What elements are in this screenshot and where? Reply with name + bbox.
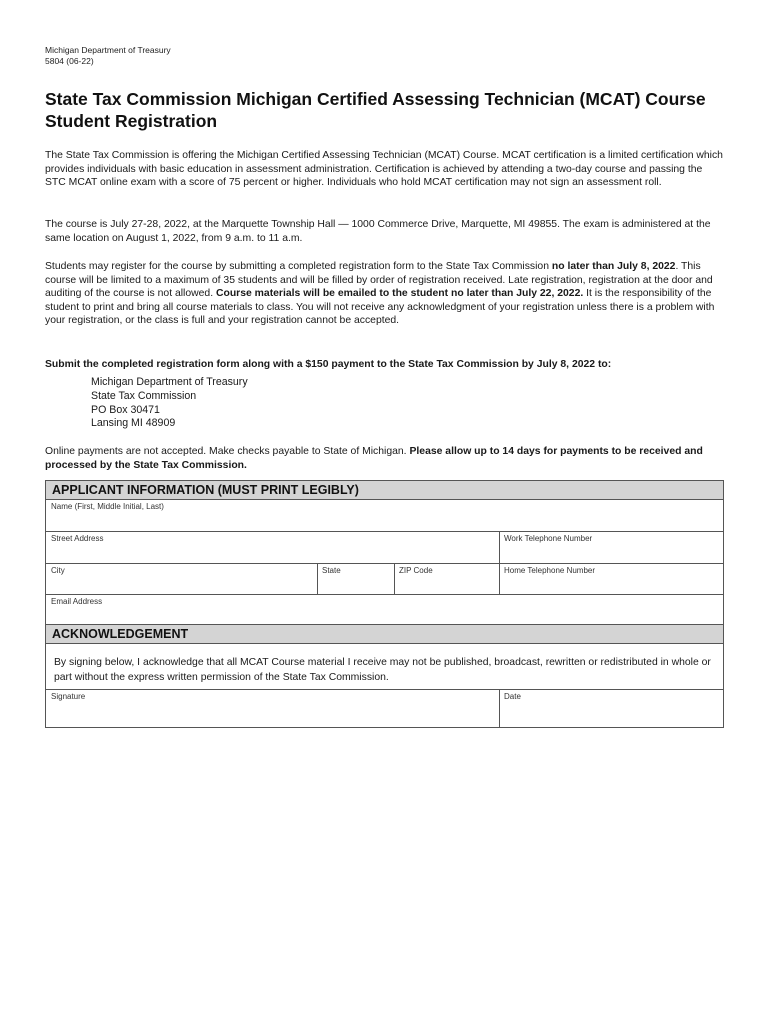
acknowledgement-heading: ACKNOWLEDGEMENT xyxy=(46,624,723,644)
address-line-3: PO Box 30471 xyxy=(91,403,160,416)
home-phone-label: Home Telephone Number xyxy=(504,566,596,575)
street-address-label: Street Address xyxy=(51,534,104,543)
state-label: State xyxy=(322,566,341,575)
date-field[interactable] xyxy=(500,690,723,727)
intro-paragraph: The State Tax Commission is offering the Michigan Certified Assessing Technician (MCAT) Course. MCAT certification is a limited certification which provides individuals with basic education in assessment administration. Certification is achieved by attending a two-day course and passing the STC MCAT online exam with a score of 75 percent or higher. Individuals who hold MCAT certification may not sign an assessment roll. xyxy=(45,150,723,189)
form-header xyxy=(45,45,171,67)
title-line-1: State Tax Commission Michigan Certified Assessing Technician (MCAT) Course xyxy=(45,89,706,109)
materials-notice: Course materials will be emailed to the student no later than July 22, 2022. xyxy=(215,288,584,300)
mailing-address xyxy=(91,376,248,431)
payment-text: Online payments are not accepted. Make checks payable to State of Michigan. xyxy=(45,446,410,457)
state-field[interactable] xyxy=(318,564,394,594)
work-phone-field[interactable] xyxy=(500,532,723,563)
registration-text-2: . This course will be limited to a maximum of 35 students and will be filled by order of registration received. Late registration, registration at the door and auditing of the course is not allowed. xyxy=(45,261,713,300)
title-line-2: Student Registration xyxy=(45,111,218,131)
registration-text-1: Students may register for the course by submitting a completed registration form to the State Tax Commission xyxy=(45,261,552,272)
work-phone-label: Work Telephone Number xyxy=(504,534,593,543)
city-field[interactable] xyxy=(46,564,317,594)
page-title xyxy=(45,88,735,132)
address-line-4: Lansing MI 48909 xyxy=(91,417,176,430)
email-field[interactable] xyxy=(46,595,723,624)
name-field-label: Name (First, Middle Initial, Last) xyxy=(51,502,164,511)
course-info-paragraph: The course is July 27-28, 2022, at the Marquette Township Hall — 1000 Commerce Drive, Marquette, MI 49855. The exam is administered at the same location on August 1, 2022, from 9 a.m. to 11 a.m. xyxy=(45,219,711,244)
payment-paragraph xyxy=(45,445,725,472)
acknowledgement-text: By signing below, I acknowledge that all MCAT Course material I receive may not be published, broadcast, rewritten or redistributed in whole or part without the express written permission of the State Tax Commission. xyxy=(54,657,711,683)
city-label: City xyxy=(51,566,65,575)
home-phone-field[interactable] xyxy=(500,564,723,594)
applicant-info-heading: APPLICANT INFORMATION (MUST PRINT LEGIBLY) xyxy=(46,481,723,500)
signature-label: Signature xyxy=(51,692,86,701)
zip-code-label: ZIP Code xyxy=(399,566,433,575)
agency-name: Michigan Department of Treasury xyxy=(45,45,171,55)
registration-deadline: no later than July 8, 2022 xyxy=(551,261,676,272)
signature-field[interactable] xyxy=(46,690,499,727)
registration-paragraph xyxy=(45,260,725,328)
registration-form xyxy=(45,480,724,728)
street-address-field[interactable] xyxy=(46,532,499,563)
payment-processing-notice: Please allow up to 14 days for payments to be received and processed by the State Tax Commission. xyxy=(45,446,703,471)
zip-code-field[interactable] xyxy=(395,564,499,594)
registration-text-3: It is the responsibility of the student to print and bring all course materials to class. You will not receive any acknowledgment of your registration unless there is a problem with your registration, or the class is full and your registration cannot be accepted. xyxy=(45,288,715,327)
address-line-2: State Tax Commission xyxy=(91,389,197,402)
form-number: 5804 (06-22) xyxy=(45,56,94,66)
date-label: Date xyxy=(504,692,521,701)
address-line-1: Michigan Department of Treasury xyxy=(91,376,248,388)
email-label: Email Address xyxy=(51,597,103,606)
submit-instruction: Submit the completed registration form along with a $150 payment to the State Tax Commission by July 8, 2022 to: xyxy=(45,359,612,370)
name-field[interactable] xyxy=(46,500,723,531)
